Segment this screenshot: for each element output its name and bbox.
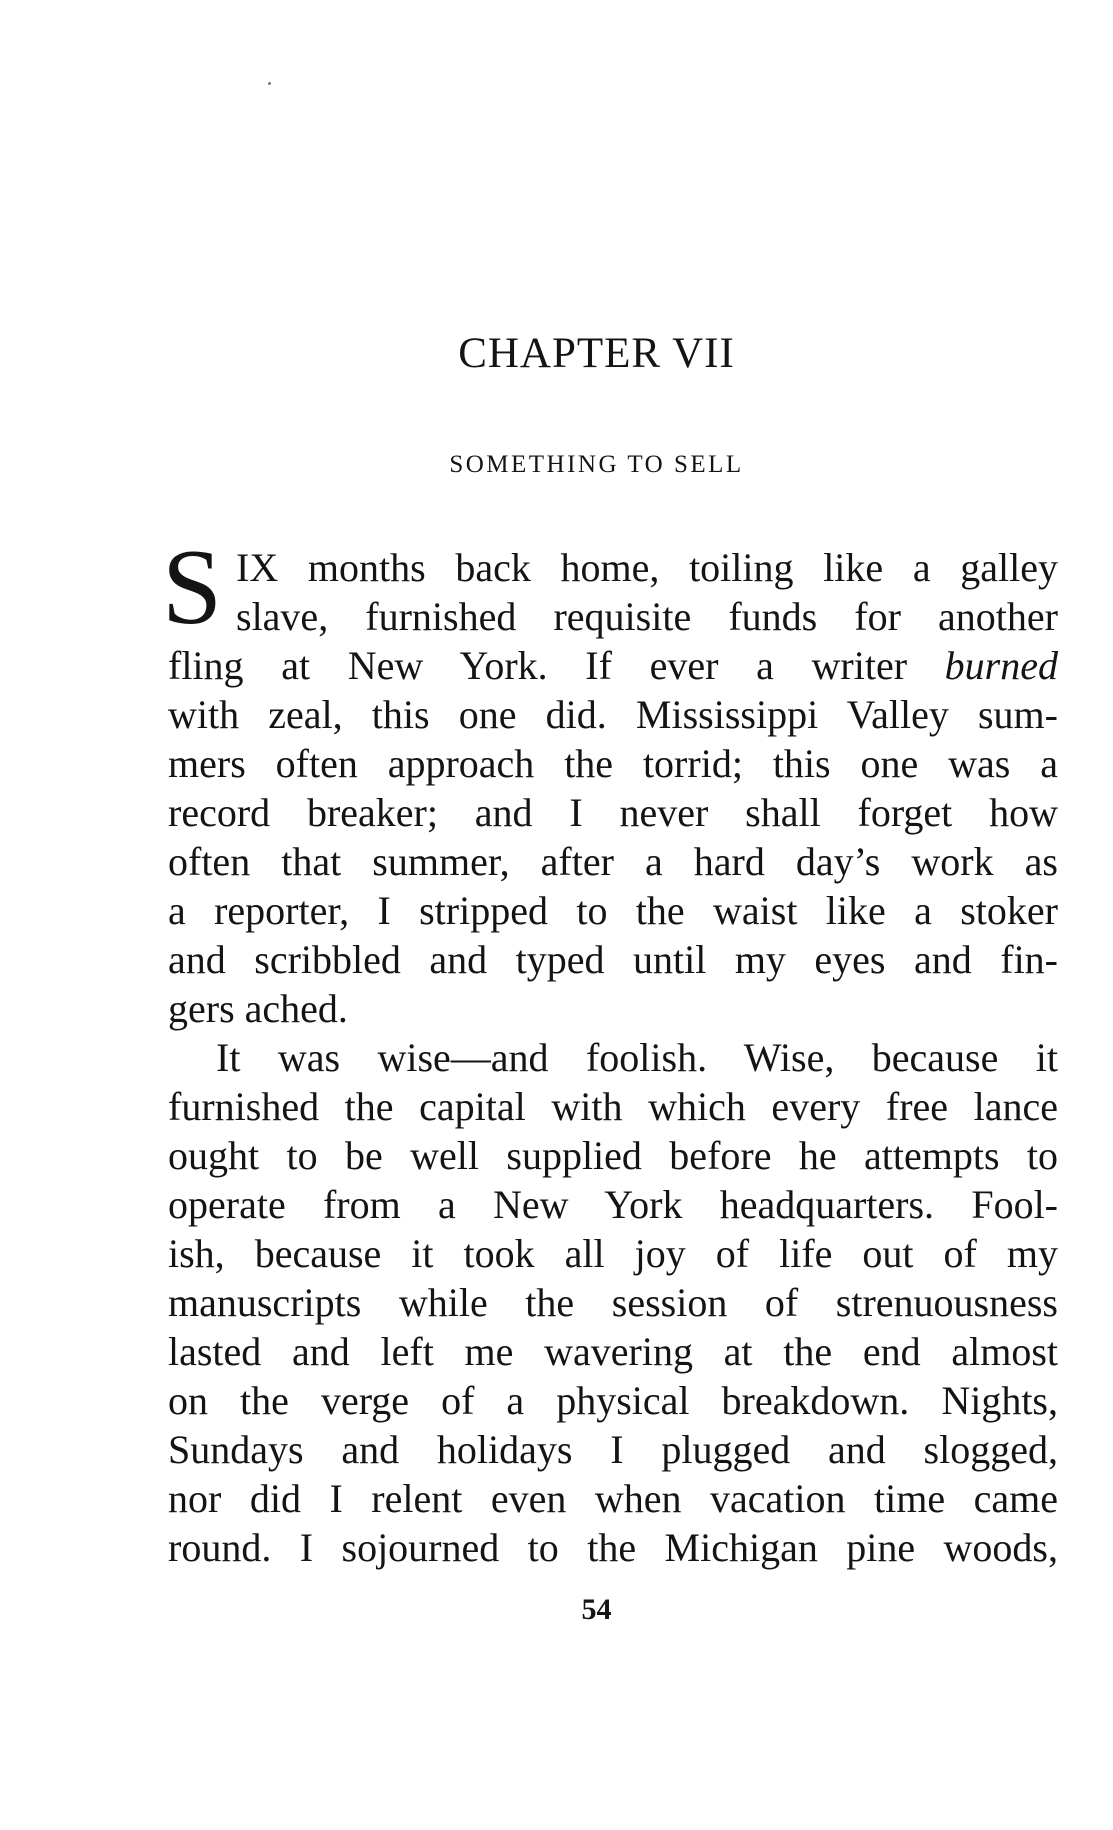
text-line: with zeal, this one did. Mississippi Valley sum- <box>168 692 1058 737</box>
text-line: ought to be well supplied before he attempts to <box>168 1133 1058 1178</box>
text-line: a reporter, I stripped to the waist like a stoker <box>168 888 1058 933</box>
speck <box>268 82 271 85</box>
text-line: round. I sojourned to the Michigan pine woods, <box>168 1525 1058 1570</box>
text-line: IX months back home, toiling like a galley <box>236 545 1058 590</box>
page-number: 54 <box>581 1593 612 1626</box>
text-line: on the verge of a physical breakdown. Nights, <box>168 1378 1058 1423</box>
text-segment: fling at New York. If ever a writer <box>168 643 945 688</box>
text-line: often that summer, after a hard day’s work as <box>168 839 1058 884</box>
text-line: operate from a New York headquarters. Fool- <box>168 1182 1058 1227</box>
text-line: nor did I relent even when vacation time came <box>168 1476 1058 1521</box>
chapter-heading: CHAPTER VII <box>458 330 735 377</box>
text-line: gers ached. <box>168 986 348 1031</box>
text-line: furnished the capital with which every free lance <box>168 1084 1058 1129</box>
text-line: It was wise—and foolish. Wise, because it <box>216 1035 1058 1080</box>
text-line: ish, because it took all joy of life out of my <box>168 1231 1058 1276</box>
emphasis-word: burned <box>944 643 1058 688</box>
text-line: slave, furnished requisite funds for another <box>236 594 1058 639</box>
text-line: lasted and left me wavering at the end almost <box>168 1329 1058 1374</box>
text-line: and scribbled and typed until my eyes and fin- <box>168 937 1058 982</box>
text-line: record breaker; and I never shall forget how <box>168 790 1058 835</box>
text-line: manuscripts while the session of strenuousness <box>168 1280 1058 1325</box>
text-line: Sundays and holidays I plugged and slogged, <box>168 1427 1058 1472</box>
chapter-subtitle: SOMETHING TO SELL <box>449 451 744 478</box>
drop-cap: S <box>162 528 223 647</box>
text-line: mers often approach the torrid; this one was a <box>168 741 1058 786</box>
text-line <box>168 641 1058 690</box>
body-text <box>168 543 1058 1572</box>
